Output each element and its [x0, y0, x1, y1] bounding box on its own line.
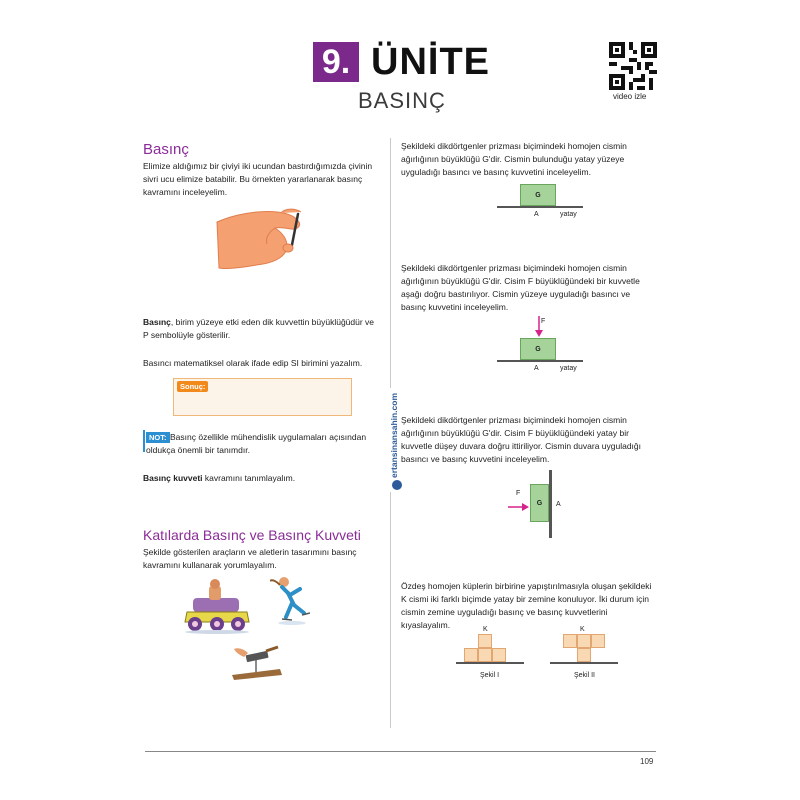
- section-title-katilarda: Katılarda Basınç ve Basınç Kuvveti: [143, 527, 361, 543]
- label-yatay-2: yatay: [560, 365, 577, 372]
- cube: [563, 634, 577, 648]
- label-f-3: F: [516, 490, 521, 497]
- definition-term: Basınç: [143, 317, 171, 327]
- label-a-3: A: [556, 501, 561, 508]
- cube: [478, 634, 492, 648]
- question-2-text: Şekildeki dikdörtgenler prizması biçimindeki homojen cismin ağırlığının büyüklüğü G'dir. Cisim F büyüklüğündeki bir kuvvetle aşağı doğru bastırılıyor. Cismin yüzeye uyguladığı basıncı ve basınç kuvvetini inceleyelim.: [401, 263, 640, 312]
- not-label: NOT:: [146, 432, 170, 443]
- katilarda-paragraph: Şekilde gösterilen araçların ve aletlerin tasarımını basınç kavramını kullanarak yorumlayalım.: [143, 547, 357, 570]
- ground-line-4b: [550, 662, 618, 664]
- unit-title: ÜNİTE: [371, 41, 490, 83]
- block-g-3: G: [530, 484, 549, 522]
- ground-line-1: [497, 206, 583, 208]
- label-a-2: A: [534, 365, 539, 372]
- qr-code-icon[interactable]: [609, 42, 657, 95]
- caption-sekil-1: Şekil I: [480, 672, 500, 679]
- label-k-2: K: [580, 626, 585, 633]
- question-3-text: Şekildeki dikdörtgenler prizması biçimindeki homojen cismin ağırlığının büyüklüğü G'dir. Cisim F büyüklüğündeki yatay bir kuvvetle düşey duvara doğru ittiriliyor. Cismin duvara uyguladığı basıncı ve basınç kuvvetini inceleyelim.: [401, 415, 642, 464]
- atv-illustration: [183, 578, 251, 639]
- question-1-text: Şekildeki dikdörtgenler prizması biçimindeki homojen cismin ağırlığının büyüklüğü G'dir. Cismin bulunduğu yatay yüzeye uyguladığı basıncı ve basınç kuvvetini inceleyelim.: [401, 141, 627, 177]
- intro-paragraph: Elimize aldığımız bir çiviyi iki ucundan bastırdığımızda çivinin sivri ucu elimize batabilir. Bu örnekten yararlanarak basınç kavramını inceleyelim.: [143, 161, 373, 197]
- math-paragraph: Basıncı matematiksel olarak ifade edip SI birimini yazalım.: [143, 358, 363, 368]
- cube: [591, 634, 605, 648]
- wall: [549, 470, 552, 538]
- ground-line-4a: [456, 662, 524, 664]
- not-bar: [143, 430, 145, 452]
- cube: [577, 634, 591, 648]
- hand-nail-illustration: [215, 200, 315, 277]
- block-g-1: G: [520, 184, 556, 206]
- definition-paragraph: [143, 316, 381, 342]
- not-text: Basınç özellikle mühendislik uygulamaları açısından oldukça önemli bir tanımdır.: [146, 432, 367, 455]
- label-yatay-1: yatay: [560, 211, 577, 218]
- label-a-1: A: [534, 211, 539, 218]
- page-number: 109: [640, 757, 654, 766]
- unit-subtitle: BASINÇ: [358, 88, 446, 113]
- label-f-2: F: [541, 318, 546, 325]
- cube: [577, 648, 591, 662]
- cube: [492, 648, 506, 662]
- caption-sekil-2: Şekil II: [574, 672, 596, 679]
- watermark-text: ertansinansahin.com: [390, 392, 399, 478]
- question-4-text: Özdeş homojen küplerin birbirine yapıştırılmasıyla oluşan şekildeki K cismi iki farklı biçimde yatay bir zemine konuluyor. İki durum için cismin zemine uyguladığı basınç ve basınç kuvvetlerini kıyaslayalım.: [401, 581, 652, 630]
- unit-number-badge: 9.: [313, 42, 359, 82]
- kuvvet-paragraph: [143, 472, 381, 485]
- ice-skater-illustration: [270, 575, 310, 630]
- block-g-2: G: [520, 338, 556, 360]
- figure-sekil-2: [563, 634, 607, 664]
- kuvvet-term: Basınç kuvveti: [143, 473, 203, 483]
- cube: [464, 648, 478, 662]
- section-title-basinc: Basınç: [143, 141, 189, 158]
- figure-sekil-1: [464, 634, 520, 664]
- qr-caption: video izle: [613, 92, 647, 101]
- footer-line: [145, 751, 656, 752]
- label-k-1: K: [483, 626, 488, 633]
- hammer-nail-illustration: [228, 645, 284, 686]
- ground-line-2: [497, 360, 583, 362]
- definition-text: , birim yüzeye etki eden dik kuvvettin büyüklüğüdür ve P sembolüyle gösterilir.: [143, 317, 375, 340]
- sonuc-label: Sonuç:: [177, 381, 208, 392]
- cube: [478, 648, 492, 662]
- force-arrow-right: [508, 499, 530, 517]
- kuvvet-text: kavramını tanımlayalım.: [202, 473, 296, 483]
